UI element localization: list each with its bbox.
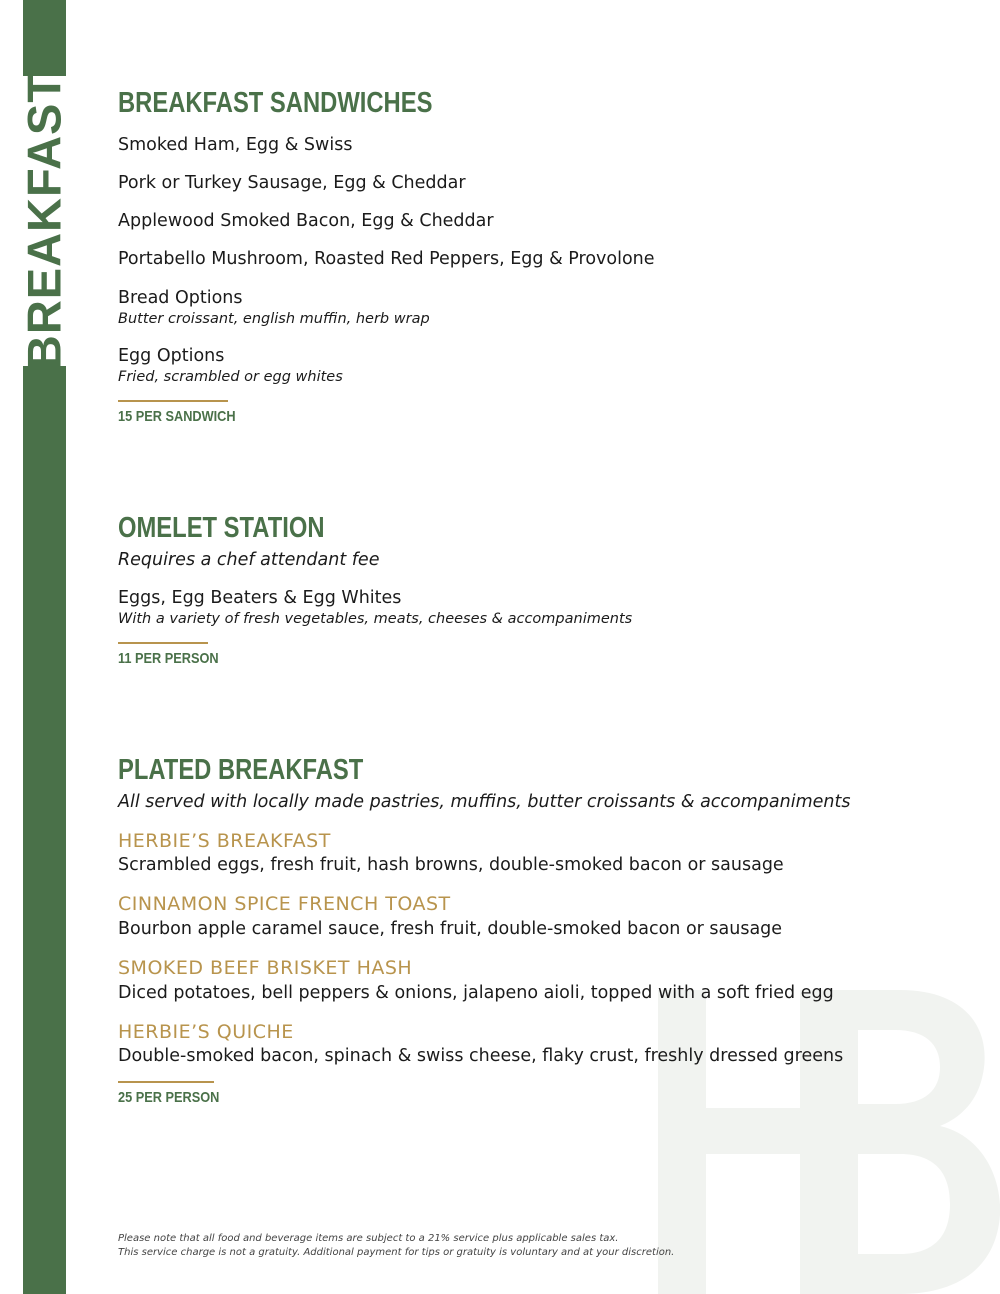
- dish-name: SMOKED BEEF BRISKET HASH: [118, 957, 413, 979]
- sandwiches-title: BREAKFAST SANDWICHES: [118, 87, 433, 119]
- sandwiches-price: 15 PER SANDWICH: [118, 408, 236, 425]
- plated-title: PLATED BREAKFAST: [118, 754, 364, 786]
- sidebar-bar-bottom: [23, 366, 66, 1294]
- footer-note-line-1: Please note that all food and beverage items are subject to a 21% service plus applicable sales tax.: [118, 1233, 619, 1244]
- sandwich-item: Pork or Turkey Sausage, Egg & Cheddar: [118, 173, 466, 193]
- plated-section: [118, 753, 417, 787]
- sandwich-item: Applewood Smoked Bacon, Egg & Cheddar: [118, 211, 494, 231]
- dish-description: Bourbon apple caramel sauce, fresh fruit, double-smoked bacon or sausage: [118, 919, 783, 939]
- egg-options-detail: Fried, scrambled or egg whites: [118, 369, 343, 385]
- sandwich-item: Smoked Ham, Egg & Swiss: [118, 135, 353, 155]
- bread-options-label: Bread Options: [118, 288, 243, 308]
- sandwich-item: Portabello Mushroom, Roasted Red Peppers, Egg & Provolone: [118, 249, 655, 269]
- plated-price-rule: [118, 1081, 214, 1083]
- plated-note: All served with locally made pastries, muffins, butter croissants & accompaniments: [118, 792, 851, 812]
- plated-price: 25 PER PERSON: [118, 1089, 220, 1106]
- sandwiches-price-rule: [118, 400, 228, 402]
- dish-name: CINNAMON SPICE FRENCH TOAST: [118, 893, 451, 915]
- omelet-title: OMELET STATION: [118, 512, 325, 544]
- omelet-item: Eggs, Egg Beaters & Egg Whites: [118, 588, 402, 608]
- dish-description: Double-smoked bacon, spinach & swiss cheese, flaky crust, freshly dressed greens: [118, 1046, 844, 1066]
- omelet-price-rule: [118, 642, 208, 644]
- omelet-item-detail: With a variety of fresh vegetables, meats, cheeses & accompaniments: [118, 611, 633, 627]
- omelet-price: 11 PER PERSON: [118, 650, 219, 667]
- egg-options-label: Egg Options: [118, 346, 225, 366]
- omelet-section: [118, 511, 370, 545]
- omelet-note: Requires a chef attendant fee: [118, 550, 380, 570]
- bread-options-detail: Butter croissant, english muffin, herb wrap: [118, 311, 430, 327]
- dish-name: HERBIE’S QUICHE: [118, 1021, 294, 1043]
- footer-note-line-2: This service charge is not a gratuity. Additional payment for tips or gratuity is voluntary and at your discretion.: [118, 1247, 675, 1258]
- dish-name: HERBIE’S BREAKFAST: [118, 830, 331, 852]
- dish-description: Scrambled eggs, fresh fruit, hash browns, double-smoked bacon or sausage: [118, 855, 784, 875]
- sandwiches-section: [118, 86, 501, 120]
- dish-description: Diced potatoes, bell peppers & onions, jalapeno aioli, topped with a soft fried egg: [118, 983, 834, 1003]
- sidebar-bar-top: [23, 0, 66, 76]
- hb-watermark-logo: [650, 990, 1000, 1294]
- sidebar-label: BREAKFAST: [17, 72, 71, 370]
